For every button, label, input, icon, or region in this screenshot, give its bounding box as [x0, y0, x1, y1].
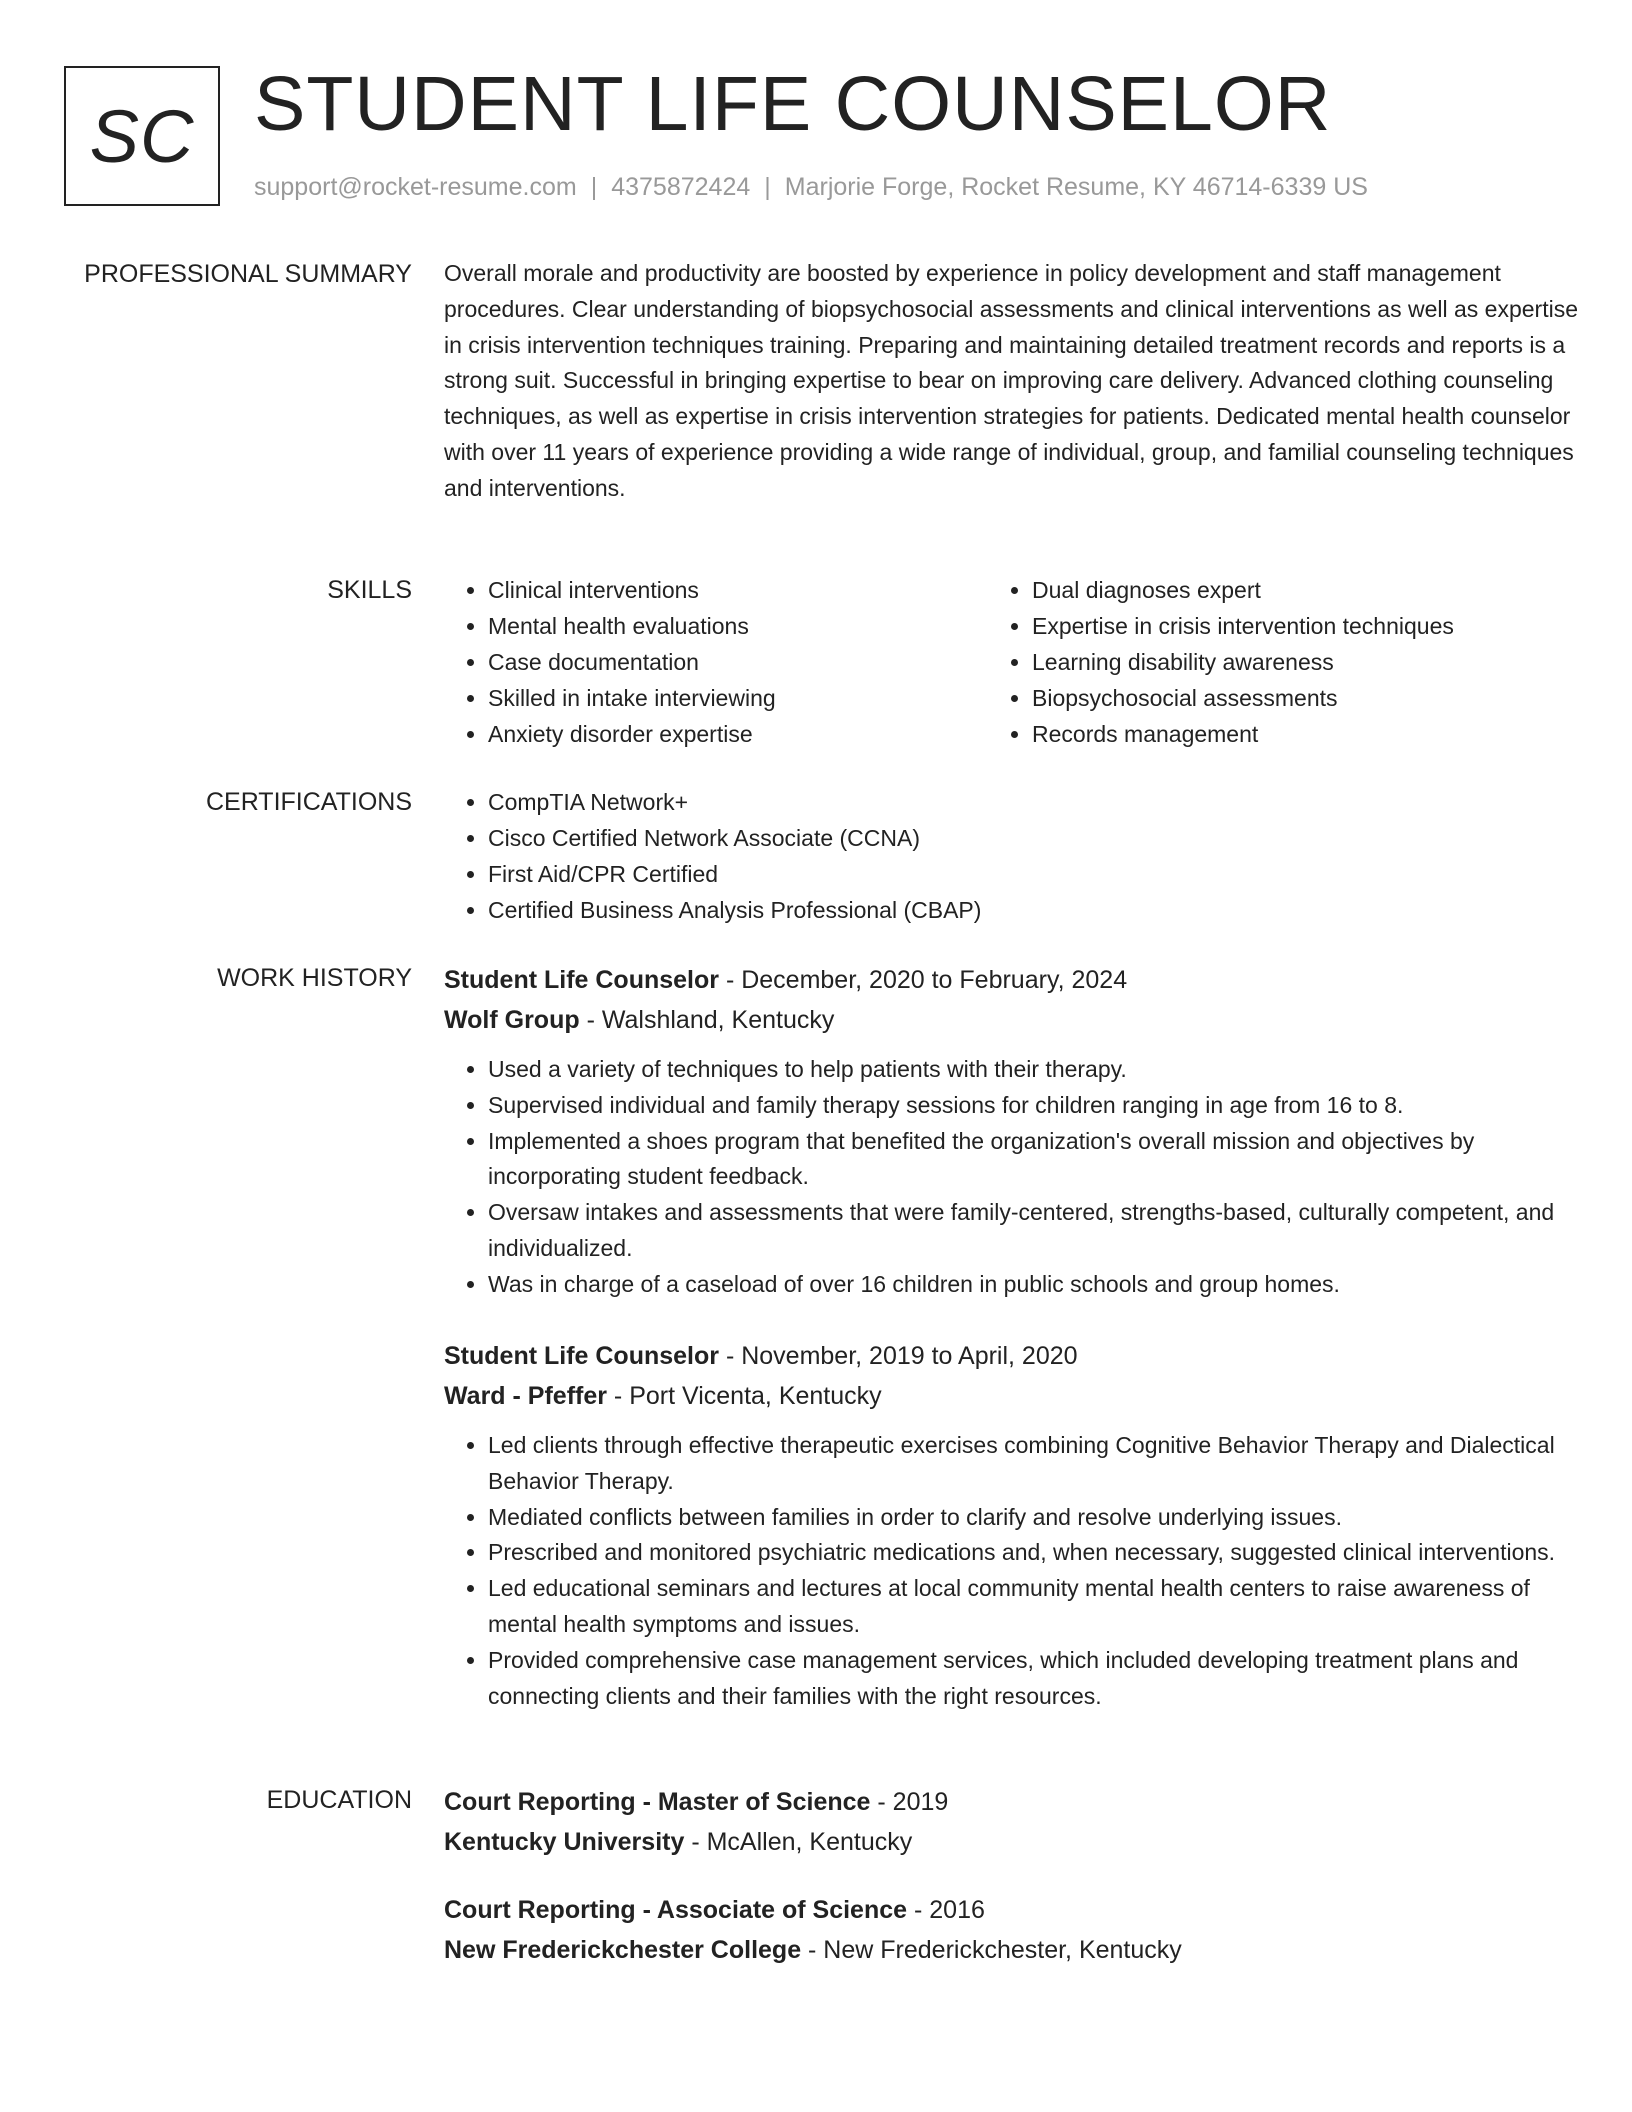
- job-bullet: • Used a variety of techniques to help patients with their therapy.: [488, 1052, 1584, 1088]
- education-school: Kentucky University: [444, 1828, 685, 1856]
- skill-item: • Skilled in intake interviewing: [488, 680, 1028, 716]
- resume-header: [64, 61, 1584, 208]
- section-title: WORK HISTORY: [217, 964, 412, 992]
- section-title: CERTIFICATIONS: [205, 788, 412, 816]
- education-entry: [444, 1782, 1584, 1862]
- certification-item: • Cisco Certified Network Associate (CCNA): [488, 820, 1584, 856]
- education-degree: Court Reporting - Master of Science: [444, 1788, 871, 1816]
- job-location: - Port Vicenta, Kentucky: [606, 1382, 882, 1410]
- job-dates: - November, 2019 to April, 2020: [719, 1342, 1078, 1370]
- contact-phone[interactable]: 4375872424: [611, 173, 751, 201]
- job-bullet: • Supervised individual and family therapy sessions for children ranging in age from 16 to 8.: [488, 1088, 1584, 1124]
- skill-item: • Case documentation: [488, 644, 1028, 680]
- job-bullets: [444, 1428, 1584, 1714]
- education-year: - 2019: [870, 1788, 949, 1816]
- job-dates: - December, 2020 to February, 2024: [719, 966, 1128, 994]
- education-degree-line: [444, 1890, 1584, 1930]
- education-year: - 2016: [907, 1896, 985, 1924]
- education-entry: [444, 1890, 1584, 1970]
- contact-separator: |: [590, 173, 598, 201]
- skill-item: • Learning disability awareness: [1032, 644, 1572, 680]
- job-entry: [444, 1336, 1584, 1714]
- job-bullet: • Provided comprehensive case management services, which included developing treatment plans and connecting clients and their families with the right resources.: [488, 1643, 1584, 1715]
- certification-item: • Certified Business Analysis Professional (CBAP): [488, 892, 1584, 928]
- skills-list-left: [444, 572, 1028, 752]
- education-school: New Frederickchester College: [444, 1936, 802, 1964]
- skill-item: • Dual diagnoses expert: [1032, 572, 1572, 608]
- skill-item: • Anxiety disorder expertise: [488, 716, 1028, 752]
- skill-item: • Records management: [1032, 716, 1572, 752]
- job-bullet: • Led clients through effective therapeutic exercises combining Cognitive Behavior Therapy and Dialectical Behavior Therapy.: [488, 1428, 1584, 1500]
- job-title-line: [444, 1336, 1584, 1376]
- job-bullet: • Led educational seminars and lectures at local community mental health centers to raise awareness of mental health symptoms and issues.: [488, 1571, 1584, 1643]
- job-entry: [444, 960, 1584, 1303]
- skill-item: • Mental health evaluations: [488, 608, 1028, 644]
- job-role: Student Life Counselor: [444, 966, 719, 994]
- section-title: PROFESSIONAL SUMMARY: [84, 260, 412, 288]
- job-bullet: • Oversaw intakes and assessments that were family-centered, strengths-based, culturally competent, and individualized.: [488, 1195, 1584, 1267]
- resume-name: STUDENT LIFE COUNSELOR: [254, 61, 1332, 147]
- job-bullets: [444, 1052, 1584, 1303]
- certification-item: • First Aid/CPR Certified: [488, 856, 1584, 892]
- job-bullet: • Prescribed and monitored psychiatric medications and, when necessary, suggested clinical interventions.: [488, 1535, 1584, 1571]
- job-bullet: • Mediated conflicts between families in order to clarify and resolve underlying issues.: [488, 1500, 1584, 1536]
- section-title: EDUCATION: [266, 1786, 412, 1814]
- education-degree: Court Reporting - Associate of Science: [444, 1896, 908, 1924]
- contact-email[interactable]: support@rocket-resume.com: [254, 173, 577, 201]
- job-company-line: [444, 1376, 1584, 1416]
- contact-line: [254, 172, 1368, 202]
- contact-address: Marjorie Forge, Rocket Resume, KY 46714-6339 US: [784, 173, 1368, 201]
- monogram: SC: [64, 66, 220, 206]
- job-role: Student Life Counselor: [444, 1342, 719, 1370]
- skill-item: • Expertise in crisis intervention techniques: [1032, 608, 1572, 644]
- education-school-line: [444, 1930, 1584, 1970]
- skills-list-right: [988, 572, 1572, 752]
- summary-text: Overall morale and productivity are boosted by experience in policy development and staff management procedures. Clear understanding of biopsychosocial assessments and clinical interventions as well as expertise in crisis intervention techniques training. Preparing and maintaining detailed treatment records and reports is a strong suit. Successful in bringing expertise to bear on improving care delivery. Advanced clothing counseling techniques, as well as expertise in crisis intervention strategies for patients. Dedicated mental health counselor with over 11 years of experience providing a wide range of individual, group, and familial counseling techniques and interventions.: [444, 260, 1578, 501]
- skill-item: • Biopsychosocial assessments: [1032, 680, 1572, 716]
- job-bullet: • Implemented a shoes program that benefited the organization's overall mission and objectives by incorporating student feedback.: [488, 1124, 1584, 1196]
- education-location: - McAllen, Kentucky: [684, 1828, 913, 1856]
- skill-item: • Clinical interventions: [488, 572, 1028, 608]
- job-location: - Walshland, Kentucky: [579, 1006, 835, 1034]
- education-school-line: [444, 1822, 1584, 1862]
- job-company-line: [444, 1000, 1584, 1040]
- section-title: SKILLS: [327, 576, 412, 604]
- job-company: Wolf Group: [444, 1006, 580, 1034]
- education-location: - New Frederickchester, Kentucky: [801, 1936, 1182, 1964]
- certifications-list: [444, 784, 1584, 928]
- certification-item: • CompTIA Network+: [488, 784, 1584, 820]
- job-title-line: [444, 960, 1584, 1000]
- job-company: Ward - Pfeffer: [444, 1382, 607, 1410]
- contact-separator: |: [764, 173, 771, 201]
- job-bullet: • Was in charge of a caseload of over 16 children in public schools and group homes.: [488, 1267, 1584, 1303]
- education-degree-line: [444, 1782, 1584, 1822]
